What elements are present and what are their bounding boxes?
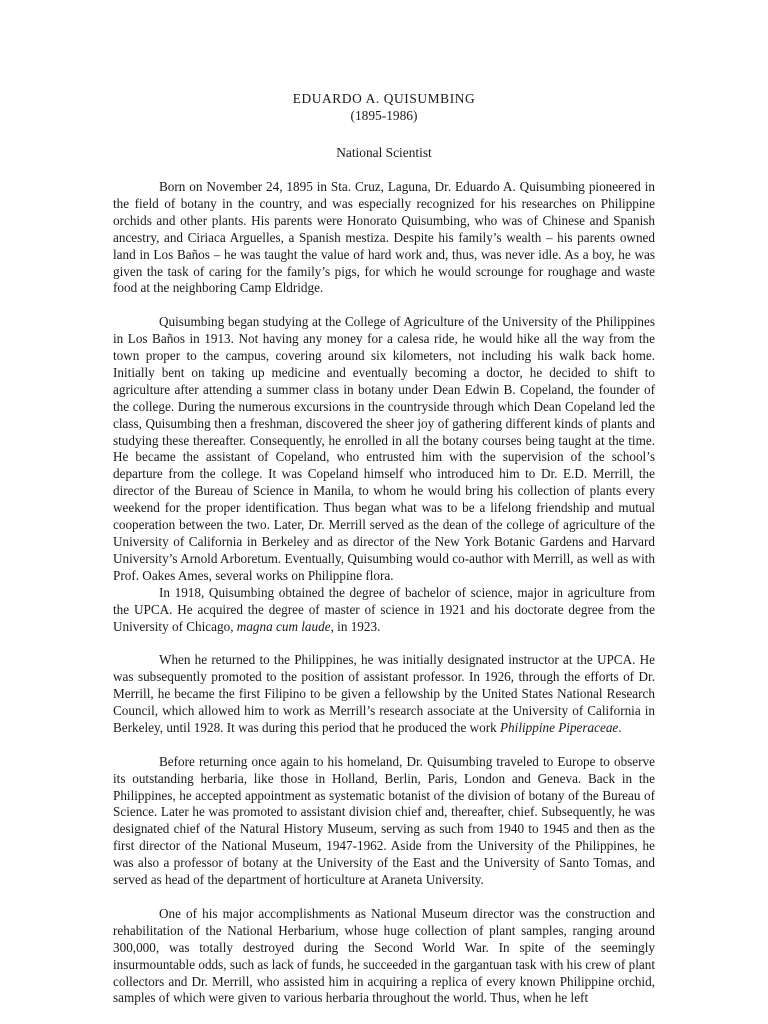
paragraph-degrees-end: , in 1923. xyxy=(330,618,381,634)
paragraph-birth: Born on November 24, 1895 in Sta. Cruz, Laguna, Dr. Eduardo A. Quisumbing pioneered in the field of botany in the country, and was especially recognized for his researches on Philippine orchids and other plants. His parents were Honorato Quisumbing, who was of Chinese and Spanish ancestry, and Ciriaca Arguelles, a Spanish mestiza. Despite his family’s wealth – his parents owned land in Los Baños – he was taught the value of hard work and, thus, was never idle. As a boy, he was given the task of caring for the family’s pigs, for which he would scrounge for roughage and waste food at the neighboring Camp Eldridge. xyxy=(113,179,655,296)
life-years: (1895-1986) xyxy=(350,108,418,123)
paragraph-career xyxy=(113,652,655,737)
paragraph-herbarium: One of his major accomplishments as National Museum director was the construction and rehabilitation of the National Herbarium, whose huge collection of plant samples, ranging around 300,000, was totally destroyed during the Second World War. In spite of the seemingly insurmountable odds, such as lack of funds, he succeeded in the gargantuan task with his crew of plant collectors and Dr. Merrill, who assisted him in acquiring a replica of every known Philippine orchid, samples of which were given to various herbaria throughout the world. Thus, when he left xyxy=(113,905,655,1006)
document-subtitle: National Scientist xyxy=(336,145,432,160)
paragraph-career-text: When he returned to the Philippines, he was initially designated instructor at the UPCA. He was subsequently promoted to the position of assistant professor. In 1926, through the efforts of Dr. Merrill, he became the first Filipino to be given a fellowship by the United States National Research Council, which allowed him to work as Merrill’s research associate at the University of California in Berkeley, until 1928. It was during this period that he produced the work xyxy=(113,652,655,735)
honors-phrase: magna cum laude xyxy=(236,618,331,634)
paragraph-career-end: . xyxy=(618,719,622,735)
work-title: Philippine Piperaceae xyxy=(500,719,619,735)
paragraph-museum: Before returning once again to his homeland, Dr. Quisumbing traveled to Europe to observe its outstanding herbaria, like those in Holland, Berlin, Paris, London and Geneva. Back in the Philippines, he accepted appointment as systematic botanist of the division of botany of the Bureau of Science. Later he was promoted to assistant division chief and, thereafter, chief. Subsequently, he was designated chief of the Natural History Museum, serving as such from 1940 to 1945 and then as the first director of the National Museum, 1947-1962. Aside from the University of the Philippines, he was also a professor of botany at the University of the East and the University of Santo Tomas, and served as head of the department of horticulture at Araneta University. xyxy=(113,753,655,888)
document-title: EDUARDO A. QUISUMBING xyxy=(292,91,476,106)
paragraph-degrees xyxy=(113,585,655,636)
paragraph-degrees-text: In 1918, Quisumbing obtained the degree of bachelor of science, major in agriculture from the UPCA. He acquired the degree of master of science in 1921 and his doctorate degree from the University of Chicago, xyxy=(113,584,655,634)
paragraph-education: Quisumbing began studying at the College of Agriculture of the University of the Philippines in Los Baños in 1913. Not having any money for a calesa ride, he would hike all the way from the town proper to the campus, covering around six kilometers, not including his walk back home. Initially bent on taking up medicine and eventually becoming a doctor, he decided to shift to agriculture after attending a summer class in botany under Dean Edwin B. Copeland, the founder of the college. During the numerous excursions in the countryside through which Dean Copeland led the class, Quisumbing then a freshman, discovered the sheer joy of gathering different kinds of plants and studying these thereafter. Consequently, he enrolled in all the botany courses being taught at the time. He became the assistant of Copeland, who entrusted him with the supervision of the school’s departure from the college. It was Copeland himself who introduced him to Dr. E.D. Merrill, the director of the Bureau of Science in Manila, to whom he would bring his collection of plants every weekend for the proper identification. Thus began what was to be a lifelong friendship and mutual cooperation between the two. Later, Dr. Merrill served as the dean of the college of agriculture of the University of California in Berkeley and as director of the New York Botanic Gardens and Harvard University’s Arnold Arboretum. Eventually, Quisumbing would co-author with Merrill, as well as with Prof. Oakes Ames, several works on Philippine flora. xyxy=(113,314,655,583)
